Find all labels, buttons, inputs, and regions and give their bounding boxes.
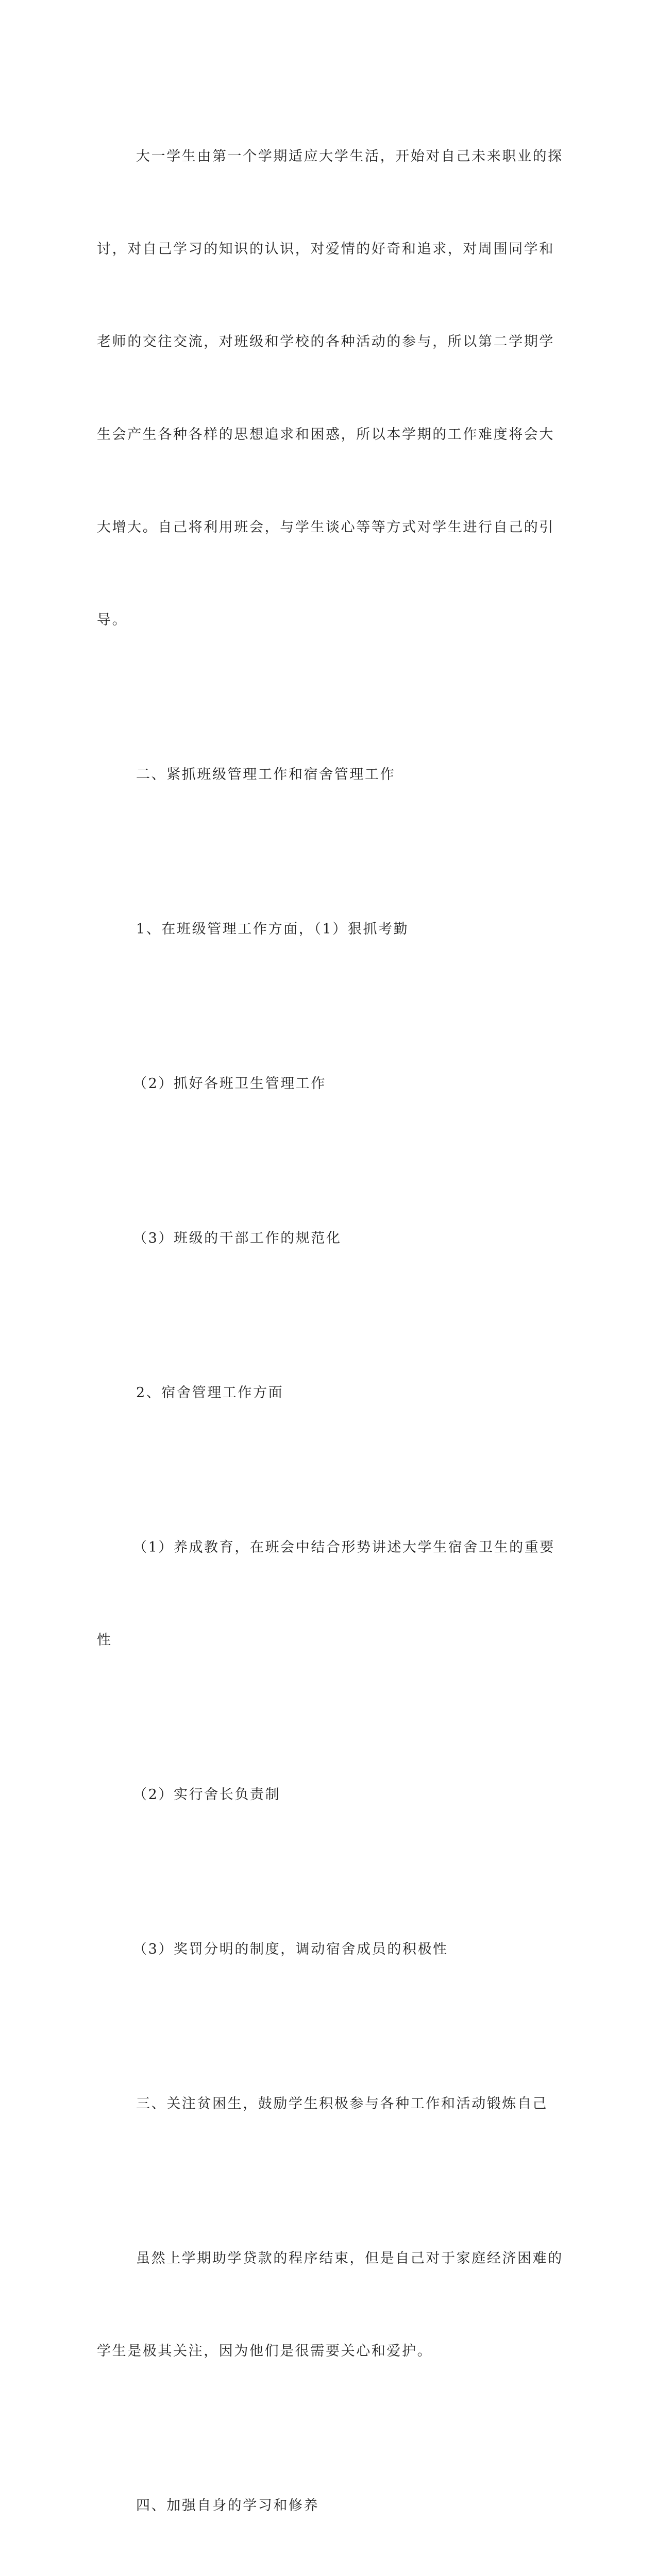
section-heading-3	[97, 2027, 550, 2181]
text-line: 2、宿舍管理工作方面	[136, 1385, 284, 1401]
text-line: 三、关注贫困生，鼓励学生积极参与各种工作和活动锻炼自己	[136, 2096, 548, 2112]
list-item	[97, 1007, 550, 1161]
text-line: 四、加强自身的学习和修养	[136, 2498, 319, 2514]
list-item	[97, 1718, 550, 1872]
text-line: （2）实行舍长负责制	[133, 1787, 281, 1803]
text-line: （1）养成教育，在班会中结合形势讲述大学生宿舍卫生的重要	[133, 1539, 555, 1555]
text-line: 虽然上学期助学贷款的程序结束，但是自己对于家庭经济困难的	[136, 2250, 563, 2266]
text-line: 老师的交往交流，对班级和学校的各种活动的参与，所以第二学期学	[97, 334, 554, 350]
list-item	[97, 1161, 550, 1316]
text-line: 性	[97, 1632, 112, 1648]
section-heading-2	[97, 698, 550, 852]
text-line: （3）班级的干部工作的规范化	[133, 1230, 342, 1246]
text-line: 讨，对自己学习的知识的认识，对爱情的好奇和追求，对周围同学和	[97, 241, 554, 257]
text-line: 大一学生由第一个学期适应大学生活，开始对自己未来职业的探	[136, 148, 563, 164]
list-item	[97, 1872, 550, 2027]
text-line: 导。	[97, 612, 128, 628]
paragraph-intro	[97, 79, 563, 698]
paragraph-poverty	[97, 2181, 563, 2429]
text-line: （2）抓好各班卫生管理工作	[133, 1076, 326, 1092]
list-item	[97, 1470, 555, 1718]
text-line: 学生是极其关注，因为他们是很需要关心和爱护。	[97, 2343, 433, 2359]
text-line: 生会产生各种各样的思想追求和困惑，所以本学期的工作难度将会大	[97, 427, 554, 443]
text-line: 二、紧抓班级管理工作和宿舍管理工作	[136, 767, 396, 783]
text-line: 1、在班级管理工作方面，（1）狠抓考勤	[136, 921, 409, 937]
text-line: （3）奖罚分明的制度，调动宿舍成员的积极性	[133, 1941, 448, 1957]
list-item	[97, 1316, 550, 1470]
section-heading-4	[97, 2429, 550, 2576]
list-item	[97, 852, 550, 1007]
document-body	[97, 79, 563, 2576]
text-line: 大增大。自己将利用班会，与学生谈心等等方式对学生进行自己的引	[97, 519, 554, 535]
